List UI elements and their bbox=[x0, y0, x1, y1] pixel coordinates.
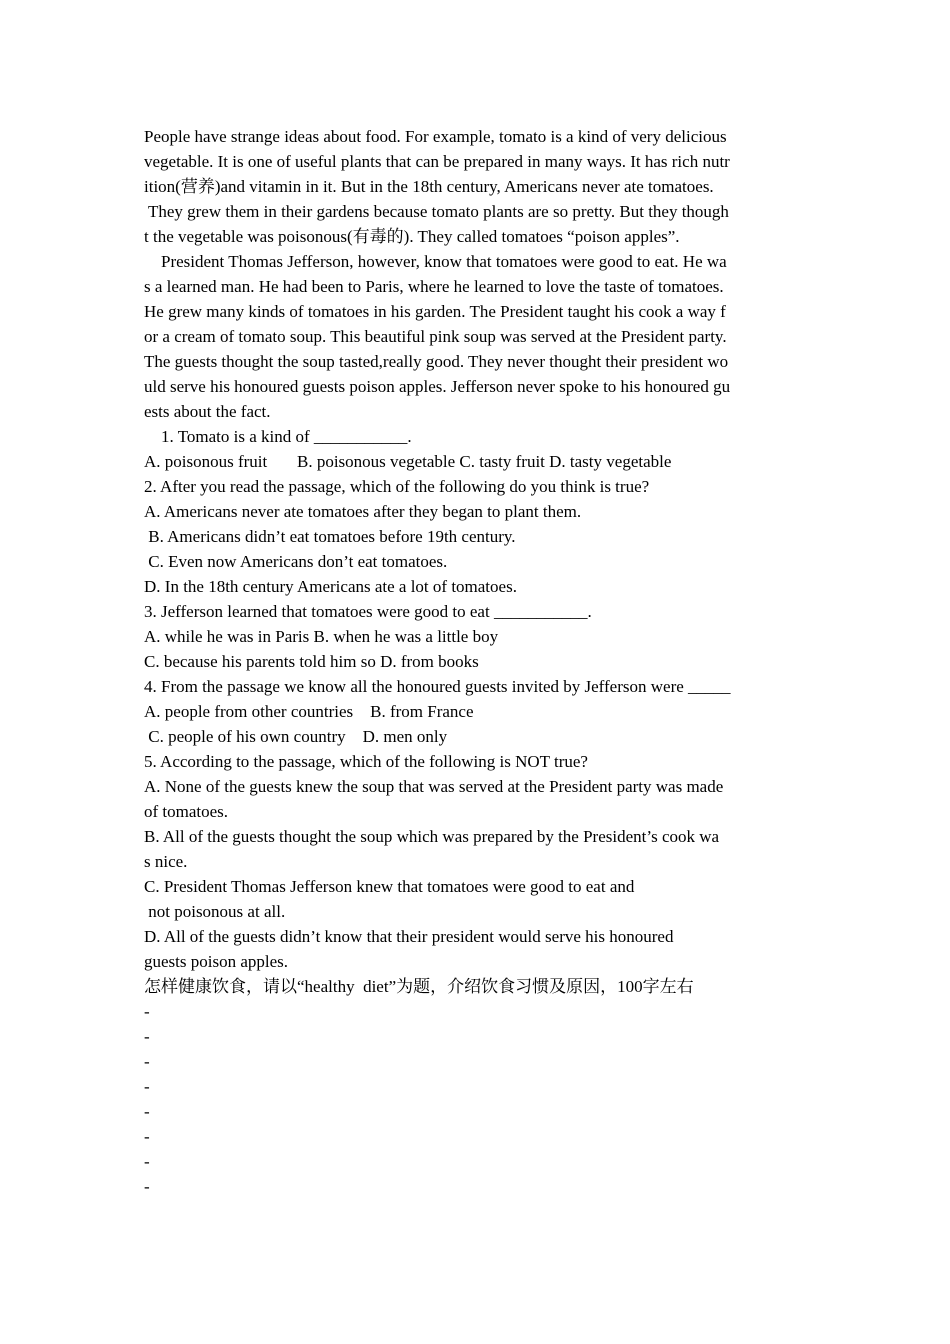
answer-blank-line: - bbox=[144, 1027, 150, 1046]
answer-options: A. people from other countries B. from France bbox=[144, 702, 474, 721]
answer-option: A. Americans never ate tomatoes after they began to plant them. bbox=[144, 502, 582, 521]
document-body bbox=[144, 124, 808, 1199]
passage-line: People have strange ideas about food. For example, tomato is a kind of very delicious bbox=[144, 127, 727, 146]
question-2 bbox=[144, 474, 808, 599]
answer-options: C. people of his own country D. men only bbox=[144, 727, 448, 746]
writing-prompt: 怎样健康饮食，请以“healthy diet”为题，介绍饮食习惯及原因，100字左右 bbox=[144, 977, 694, 996]
question-stem: 3. Jefferson learned that tomatoes were good to eat ___________. bbox=[144, 602, 592, 621]
question-1 bbox=[144, 424, 808, 474]
question-5 bbox=[144, 749, 808, 974]
answer-blank-line: - bbox=[144, 1102, 150, 1121]
question-stem: 5. According to the passage, which of the following is NOT true? bbox=[144, 752, 588, 771]
answer-option: D. All of the guests didn’t know that their president would serve his honoured bbox=[144, 927, 674, 946]
answer-blank-line: - bbox=[144, 1052, 150, 1071]
question-3 bbox=[144, 599, 808, 674]
reading-passage bbox=[144, 124, 808, 424]
question-stem: 2. After you read the passage, which of the following do you think is true? bbox=[144, 477, 650, 496]
answer-option: D. In the 18th century Americans ate a lot of tomatoes. bbox=[144, 577, 517, 596]
passage-line: He grew many kinds of tomatoes in his garden. The President taught his cook a way f bbox=[144, 302, 726, 321]
answer-options: C. because his parents told him so D. from books bbox=[144, 652, 479, 671]
answer-options: A. poisonous fruit B. poisonous vegetable C. tasty fruit D. tasty vegetable bbox=[144, 452, 672, 471]
passage-line: President Thomas Jefferson, however, know that tomatoes were good to eat. He wa bbox=[144, 252, 727, 271]
answer-options: A. while he was in Paris B. when he was a little boy bbox=[144, 627, 499, 646]
question-stem: 4. From the passage we know all the honoured guests invited by Jefferson were _____ bbox=[144, 677, 731, 696]
passage-line: s a learned man. He had been to Paris, where he learned to love the taste of tomatoes. bbox=[144, 277, 724, 296]
answer-option: B. Americans didn’t eat tomatoes before 19th century. bbox=[144, 527, 516, 546]
answer-option: guests poison apples. bbox=[144, 952, 289, 971]
answer-blank-line: - bbox=[144, 1077, 150, 1096]
passage-line: ition(营养)and vitamin in it. But in the 18th century, Americans never ate tomatoes. bbox=[144, 177, 714, 196]
writing-task bbox=[144, 974, 808, 1199]
passage-line: vegetable. It is one of useful plants that can be prepared in many ways. It has rich nutr bbox=[144, 152, 730, 171]
answer-option: of tomatoes. bbox=[144, 802, 229, 821]
answer-option: s nice. bbox=[144, 852, 188, 871]
passage-line: t the vegetable was poisonous(有毒的). They called tomatoes “poison apples”. bbox=[144, 227, 680, 246]
answer-blank-line: - bbox=[144, 1127, 150, 1146]
answer-option: C. Even now Americans don’t eat tomatoes. bbox=[144, 552, 448, 571]
answer-option: C. President Thomas Jefferson knew that tomatoes were good to eat and bbox=[144, 877, 635, 896]
question-4 bbox=[144, 674, 808, 749]
answer-option: B. All of the guests thought the soup which was prepared by the President’s cook wa bbox=[144, 827, 720, 846]
answer-option: not poisonous at all. bbox=[144, 902, 286, 921]
passage-line: uld serve his honoured guests poison apples. Jefferson never spoke to his honoured gu bbox=[144, 377, 731, 396]
answer-blank-line: - bbox=[144, 1177, 150, 1196]
passage-line: They grew them in their gardens because tomato plants are so pretty. But they though bbox=[144, 202, 729, 221]
passage-line: The guests thought the soup tasted,really good. They never thought their president wo bbox=[144, 352, 729, 371]
answer-blank-line: - bbox=[144, 1152, 150, 1171]
passage-line: ests about the fact. bbox=[144, 402, 271, 421]
passage-line: or a cream of tomato soup. This beautiful pink soup was served at the President party. bbox=[144, 327, 727, 346]
answer-option: A. None of the guests knew the soup that was served at the President party was made bbox=[144, 777, 724, 796]
answer-blank-line: - bbox=[144, 1002, 150, 1021]
question-stem: 1. Tomato is a kind of ___________. bbox=[144, 427, 412, 446]
